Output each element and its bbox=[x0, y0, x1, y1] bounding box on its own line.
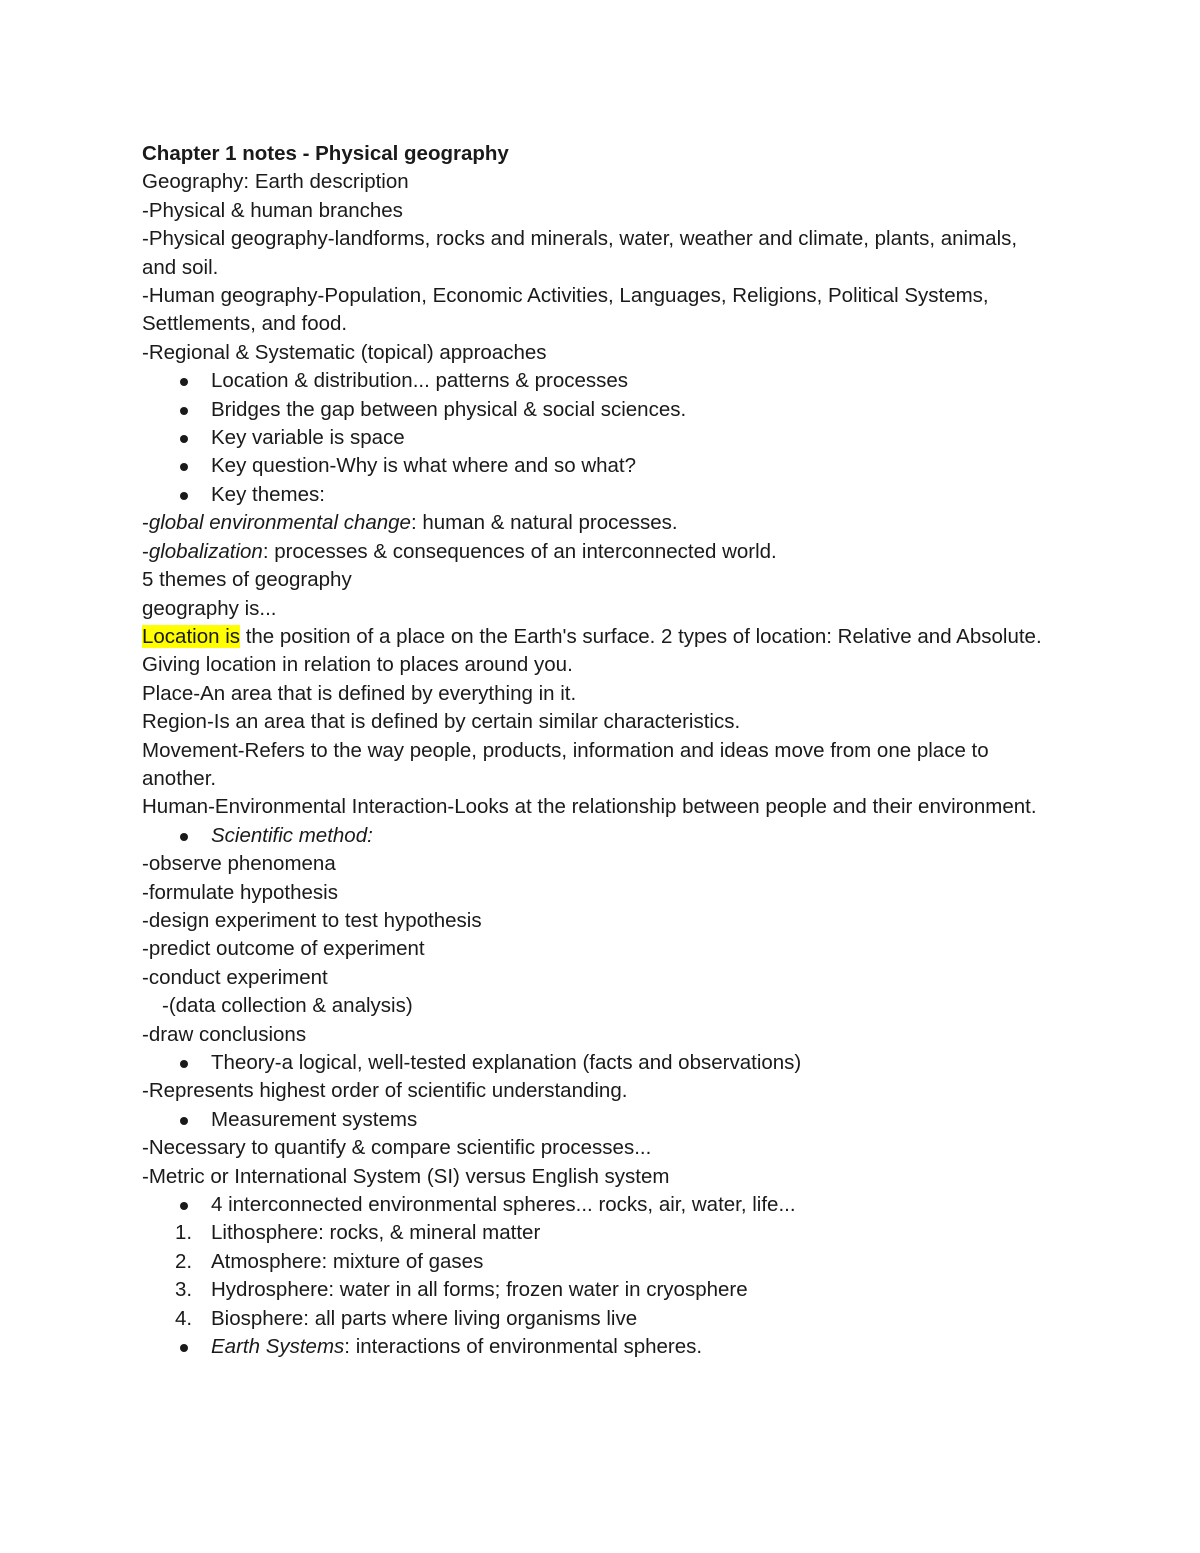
list-item: Key themes: bbox=[142, 481, 1052, 509]
italic-term: Earth Systems bbox=[211, 1335, 345, 1359]
numbered-item: 2. Atmosphere: mixture of gases bbox=[142, 1248, 1052, 1276]
paragraph: -Physical geography-landforms, rocks and minerals, water, weather and climate, plants, animals, and soil. bbox=[142, 227, 1023, 279]
paragraph: Location is the position of a place on the Earth's surface. 2 types of location: Relative and Absolute. Giving location in relation to places around you. bbox=[142, 624, 1048, 677]
paragraph: Place-An area that is defined by everything in it. bbox=[142, 681, 577, 705]
paragraph: -Represents highest order of scientific understanding. bbox=[142, 1079, 628, 1103]
numbered-item: 1. Lithosphere: rocks, & mineral matter bbox=[142, 1219, 1052, 1247]
list-item: Key question-Why is what where and so what? bbox=[142, 452, 1052, 480]
italic-term: global environmental change bbox=[148, 511, 411, 535]
numbered-item: 3. Hydrosphere: water in all forms; frozen water in cryosphere bbox=[142, 1276, 1052, 1304]
bullet-icon bbox=[180, 1117, 188, 1125]
numbered-item: 4. Biosphere: all parts where living organisms live bbox=[142, 1305, 1052, 1333]
bullet-icon bbox=[180, 1344, 188, 1352]
method-substep: -(data collection & analysis) bbox=[162, 994, 413, 1018]
item-number: 3. bbox=[175, 1278, 193, 1302]
paragraph: Geography: Earth description bbox=[142, 170, 409, 194]
list-item: Bridges the gap between physical & social sciences. bbox=[142, 396, 1052, 424]
paragraph: -Human geography-Population, Economic Activities, Languages, Religions, Political Systems, Settlements, and food. bbox=[142, 284, 995, 336]
paragraph: Human-Environmental Interaction-Looks at the relationship between people and their environment. bbox=[142, 795, 1037, 819]
bullet-icon bbox=[180, 378, 188, 386]
paragraph: -Necessary to quantify & compare scientific processes... bbox=[142, 1136, 652, 1160]
page-title: Chapter 1 notes - Physical geography bbox=[142, 142, 509, 165]
list-item: Key variable is space bbox=[142, 424, 1052, 452]
bullet-icon bbox=[180, 1202, 188, 1210]
paragraph: -Physical & human branches bbox=[142, 198, 403, 222]
paragraph: -global environmental change: human & natural processes. bbox=[142, 511, 678, 535]
method-step: -observe phenomena bbox=[142, 852, 336, 876]
list-item: Scientific method: bbox=[142, 822, 1052, 850]
bullet-icon bbox=[180, 833, 188, 841]
paragraph: Region-Is an area that is defined by certain similar characteristics. bbox=[142, 710, 741, 734]
highlighted-text: Location is bbox=[142, 624, 241, 648]
list-item: Measurement systems bbox=[142, 1106, 1052, 1134]
paragraph: geography is... bbox=[142, 596, 277, 620]
list-item: 4 interconnected environmental spheres... rocks, air, water, life... bbox=[142, 1191, 1052, 1219]
paragraph: 5 themes of geography bbox=[142, 568, 352, 592]
bullet-icon bbox=[180, 407, 188, 415]
method-step: -conduct experiment bbox=[142, 965, 328, 989]
bullet-icon bbox=[180, 435, 188, 443]
paragraph: Movement-Refers to the way people, products, information and ideas move from one place to another. bbox=[142, 738, 995, 790]
item-number: 2. bbox=[175, 1249, 193, 1273]
bullet-icon bbox=[180, 463, 188, 471]
paragraph: -Metric or International System (SI) versus English system bbox=[142, 1164, 670, 1188]
bullet-icon bbox=[180, 492, 188, 500]
list-item: Earth Systems: interactions of environmental spheres. bbox=[142, 1333, 1052, 1361]
paragraph: -Regional & Systematic (topical) approaches bbox=[142, 340, 547, 364]
list-item: Location & distribution... patterns & processes bbox=[142, 367, 1052, 395]
paragraph: -globalization: processes & consequences of an interconnected world. bbox=[142, 539, 777, 563]
list-item: Theory-a logical, well-tested explanation (facts and observations) bbox=[142, 1049, 1052, 1077]
document-page bbox=[142, 140, 1052, 1361]
method-step: -draw conclusions bbox=[142, 1022, 307, 1046]
method-step: -predict outcome of experiment bbox=[142, 937, 425, 961]
italic-term: globalization bbox=[148, 539, 263, 563]
item-number: 1. bbox=[175, 1221, 193, 1245]
bullet-icon bbox=[180, 1060, 188, 1068]
method-step: -design experiment to test hypothesis bbox=[142, 908, 482, 932]
item-number: 4. bbox=[175, 1306, 193, 1330]
method-step: -formulate hypothesis bbox=[142, 880, 338, 904]
